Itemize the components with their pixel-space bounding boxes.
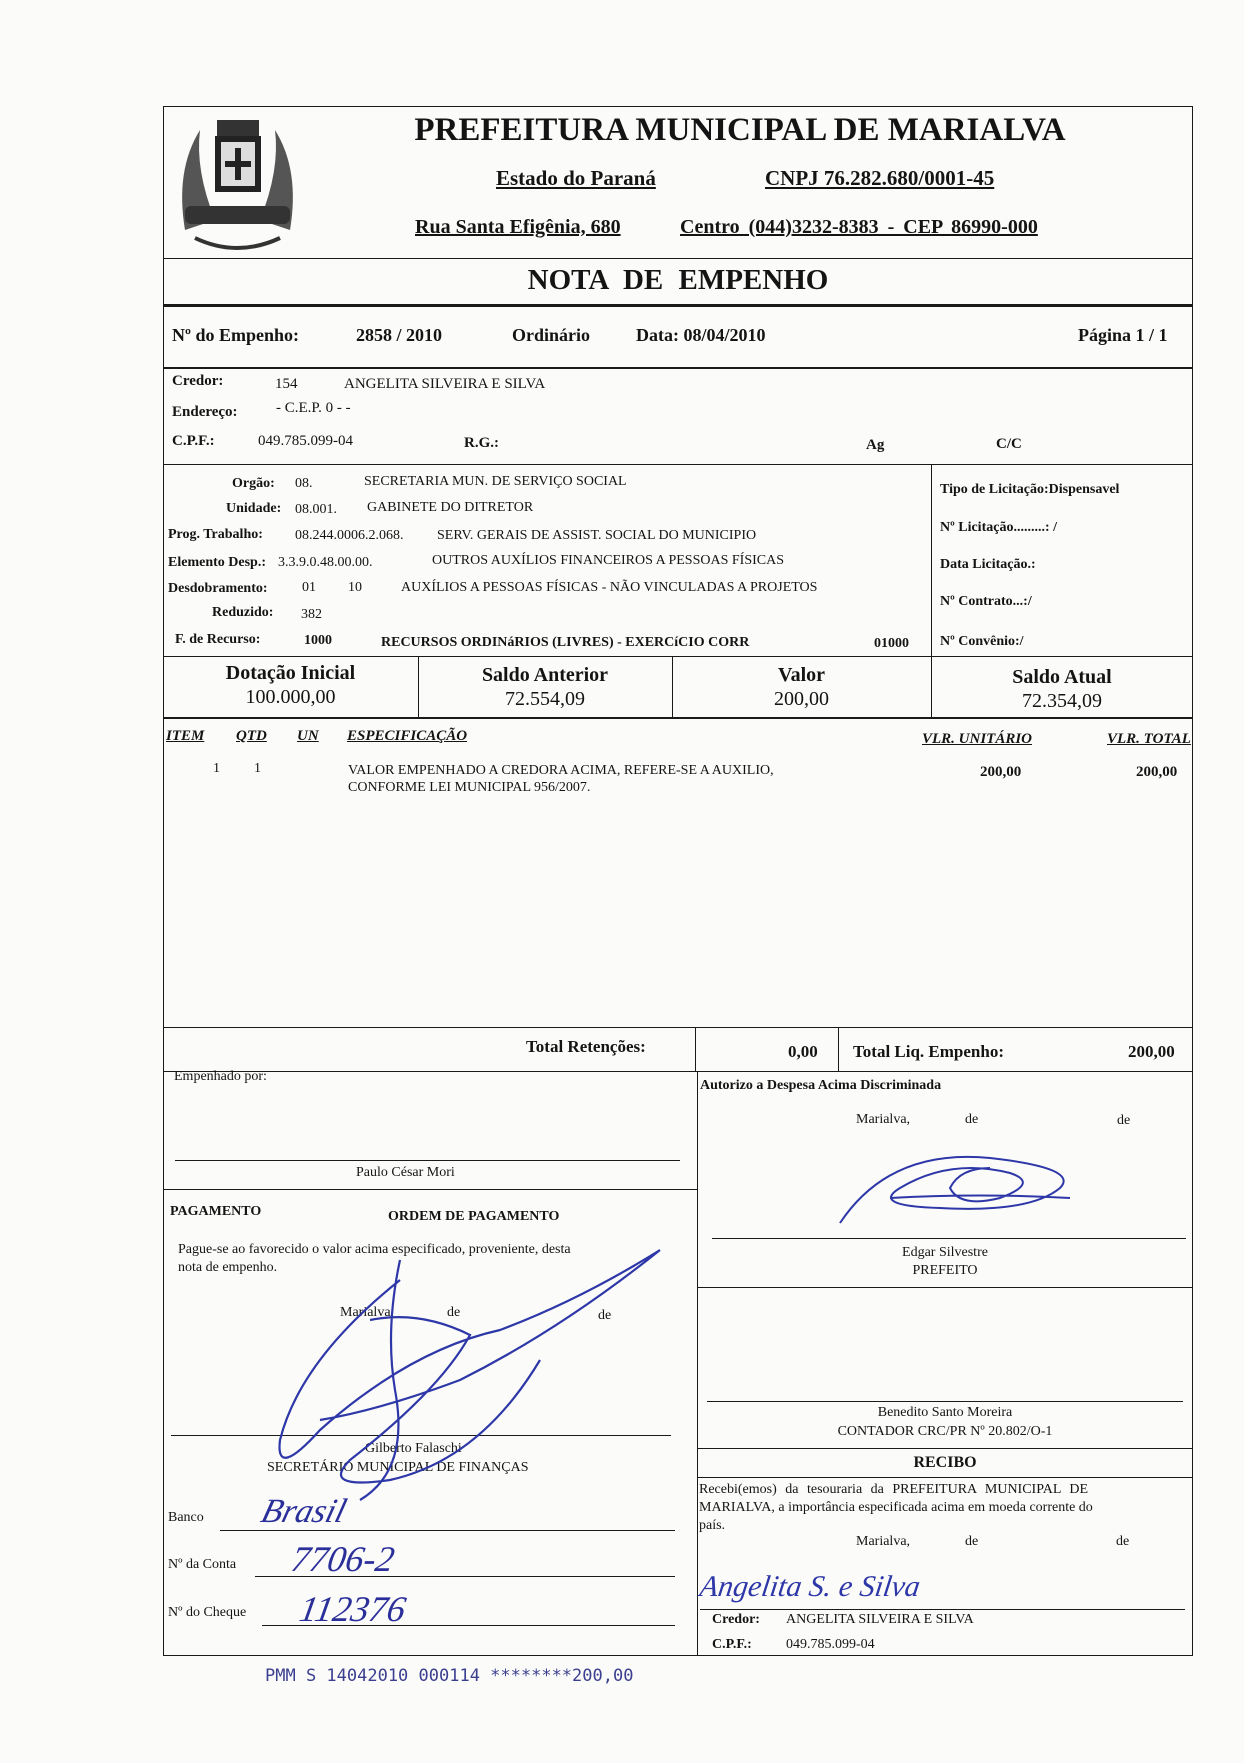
recibo-cpf-value: 049.785.099-04 [786, 1637, 875, 1652]
retencoes-label: Total Retenções: [526, 1037, 646, 1056]
empenhado-por-label: Empenhado por: [174, 1069, 267, 1084]
empenho-number: 2858 / 2010 [356, 325, 443, 345]
col-especificacao: ESPECIFICAÇÃO [347, 728, 468, 744]
col-vlr-total: VLR. TOTAL [1107, 731, 1191, 747]
prog-value: 08.244.0006.2.068. [295, 528, 404, 543]
recibo-line1: Recebi(emos) da tesouraria da PREFEITURA MUNICIPAL DE [699, 1482, 1089, 1497]
orgao-label: Orgão: [232, 476, 275, 491]
prog-label: Prog. Trabalho: [168, 527, 263, 542]
col-vlr-unitario: VLR. UNITÁRIO [922, 731, 1033, 747]
conta-label: Nº da Conta [168, 1557, 237, 1572]
endereco-label: Endereço: [172, 404, 238, 420]
pague-se-line2: nota de empenho. [178, 1260, 278, 1275]
elemento-desc: OUTROS AUXÍLIOS FINANCEIROS A PESSOAS FÍSICAS [432, 553, 785, 568]
saldo-atual-value: 72.354,09 [1022, 690, 1102, 712]
col-qtd: QTD [236, 728, 267, 744]
numero-convenio: Nº Convênio:/ [940, 634, 1024, 649]
state-name: Estado do Paraná [496, 166, 656, 190]
item-spec-line2: CONFORME LEI MUNICIPAL 956/2007. [348, 780, 591, 795]
col-un: UN [297, 728, 319, 744]
unidade-label: Unidade: [226, 501, 282, 516]
credor-name: ANGELITA SILVEIRA E SILVA [344, 376, 546, 392]
orgao-code: 08. [295, 476, 313, 491]
valor-value: 200,00 [774, 688, 829, 710]
contador-role: CONTADOR CRC/PR Nº 20.802/O-1 [837, 1424, 1053, 1439]
saldo-anterior-label: Saldo Anterior [481, 664, 609, 686]
prefeito-role: PREFEITO [912, 1263, 978, 1278]
dotacao-value: 100.000,00 [245, 686, 336, 708]
pagamento-label: PAGAMENTO [170, 1204, 262, 1219]
rg-label: R.G.: [464, 435, 499, 451]
autorizo-de-2: de [1117, 1113, 1131, 1128]
empenho-date: Data: 08/04/2010 [636, 325, 766, 345]
autorizo-label: Autorizo a Despesa Acima Discriminada [700, 1078, 942, 1093]
item-qtd: 1 [254, 761, 261, 776]
autorizo-marialva: Marialva, [856, 1112, 911, 1127]
item-unit-value: 200,00 [980, 764, 1022, 780]
cc-label: C/C [996, 436, 1022, 452]
empenho-type: Ordinário [512, 325, 591, 345]
cheque-label: Nº do Cheque [168, 1605, 247, 1620]
total-liq-label: Total Liq. Empenho: [853, 1042, 1004, 1061]
recibo-de-2: de [1116, 1534, 1130, 1549]
autorizo-de-1: de [965, 1112, 979, 1127]
banco-handwritten: Brasil [257, 1493, 351, 1530]
ag-label: Ag [866, 437, 885, 453]
valor-label: Valor [777, 664, 826, 686]
banco-label: Banco [168, 1510, 204, 1525]
recibo-de-1: de [965, 1534, 979, 1549]
recurso-label: F. de Recurso: [175, 632, 261, 647]
ordem-pagamento-label: ORDEM DE PAGAMENTO [388, 1209, 560, 1224]
ordem-de-1: de [447, 1305, 461, 1320]
data-licitacao: Data Licitação.: [940, 557, 1036, 572]
total-liq-value: 200,00 [1128, 1042, 1175, 1061]
signer-edgar: Edgar Silvestre [902, 1245, 988, 1260]
endereco-value: - C.E.P. 0 - - [276, 400, 351, 416]
item-total-value: 200,00 [1136, 764, 1178, 780]
empenho-label: Nº do Empenho: [172, 325, 299, 345]
cpf-label: C.P.F.: [172, 433, 215, 449]
elemento-label: Elemento Desp.: [168, 555, 266, 570]
tipo-licitacao: Tipo de Licitação:Dispensavel [940, 482, 1120, 497]
signature-gilberto-icon [260, 1240, 680, 1530]
municipal-coat-of-arms-icon [165, 110, 310, 260]
recibo-marialva: Marialva, [856, 1534, 911, 1549]
cheque-handwritten: 112376 [296, 1589, 409, 1629]
desdobramento-desc: AUXÍLIOS A PESSOAS FÍSICAS - NÃO VINCULADAS A PROJETOS [401, 580, 818, 595]
recibo-cpf-label: C.P.F.: [712, 1637, 752, 1652]
numero-contrato: Nº Contrato...:/ [940, 594, 1032, 609]
unidade-code: 08.001. [295, 502, 337, 517]
reduzido-value: 382 [301, 607, 322, 622]
recurso-code: 01000 [874, 636, 909, 651]
retencoes-value: 0,00 [788, 1042, 818, 1061]
signer-benedito: Benedito Santo Moreira [877, 1405, 1013, 1420]
pague-se-line1: Pague-se ao favorecido o valor acima especificado, proveniente, desta [178, 1242, 571, 1257]
recibo-title: RECIBO [913, 1454, 977, 1471]
document-title: NOTA DE EMPENHO [527, 264, 829, 296]
unidade-desc: GABINETE DO DITRETOR [367, 500, 534, 515]
saldo-atual-label: Saldo Atual [1012, 666, 1112, 688]
desdobramento-label: Desdobramento: [168, 581, 268, 596]
municipality-title: PREFEITURA MUNICIPAL DE MARIALVA [414, 112, 1066, 148]
address-street: Rua Santa Efigênia, 680 [415, 216, 621, 238]
desdobramento-a: 01 [302, 580, 316, 595]
recibo-line3: país. [699, 1518, 726, 1533]
saldo-anterior-value: 72.554,09 [505, 688, 585, 710]
cnpj: CNPJ 76.282.680/0001-45 [765, 166, 995, 190]
item-number: 1 [213, 761, 220, 776]
recibo-credor-name: ANGELITA SILVEIRA E SILVA [786, 1612, 974, 1627]
signature-edgar-icon [830, 1128, 1090, 1238]
prog-desc: SERV. GERAIS DE ASSIST. SOCIAL DO MUNICIPIO [437, 528, 757, 543]
ordem-marialva: Marialva, [340, 1305, 395, 1320]
cpf-value: 049.785.099-04 [258, 433, 353, 449]
item-spec-line1: VALOR EMPENHADO A CREDORA ACIMA, REFERE-SE A AUXILIO, [348, 763, 774, 778]
recurso-value: 1000 [304, 633, 332, 648]
dotacao-label: Dotação Inicial [225, 662, 356, 684]
signer-paulo: Paulo César Mori [356, 1165, 455, 1180]
credor-signature: Angelita S. e Silva [697, 1570, 923, 1603]
signer-gilberto: Gilberto Falaschi [365, 1441, 462, 1456]
page-number: Página 1 / 1 [1078, 325, 1168, 345]
address-details: Centro (044)3232-8383 - CEP 86990-000 [680, 216, 1038, 238]
recibo-line2: MARIALVA, a importância especificada acima em moeda corrente do [699, 1500, 1093, 1515]
conta-handwritten: 7706-2 [288, 1539, 398, 1579]
reduzido-label: Reduzido: [212, 605, 274, 620]
signer-gilberto-role: SECRETÁRIO MUNICIPAL DE FINANÇAS [267, 1460, 529, 1475]
recurso-desc: RECURSOS ORDINáRIOS (LIVRES) - EXERCíCIO CORR [381, 635, 750, 650]
elemento-value: 3.3.9.0.48.00.00. [278, 555, 373, 570]
recibo-credor-label: Credor: [712, 1612, 760, 1627]
ordem-de-2: de [598, 1308, 612, 1323]
credor-code: 154 [275, 376, 298, 392]
orgao-desc: SECRETARIA MUN. DE SERVIÇO SOCIAL [364, 474, 627, 489]
numero-licitacao: Nº Licitação.........: / [940, 520, 1057, 535]
payment-stamp: PMM S 14042010 000114 ********200,00 [265, 1666, 634, 1686]
col-item: ITEM [166, 728, 205, 744]
credor-label: Credor: [172, 373, 224, 389]
desdobramento-b: 10 [348, 580, 362, 595]
